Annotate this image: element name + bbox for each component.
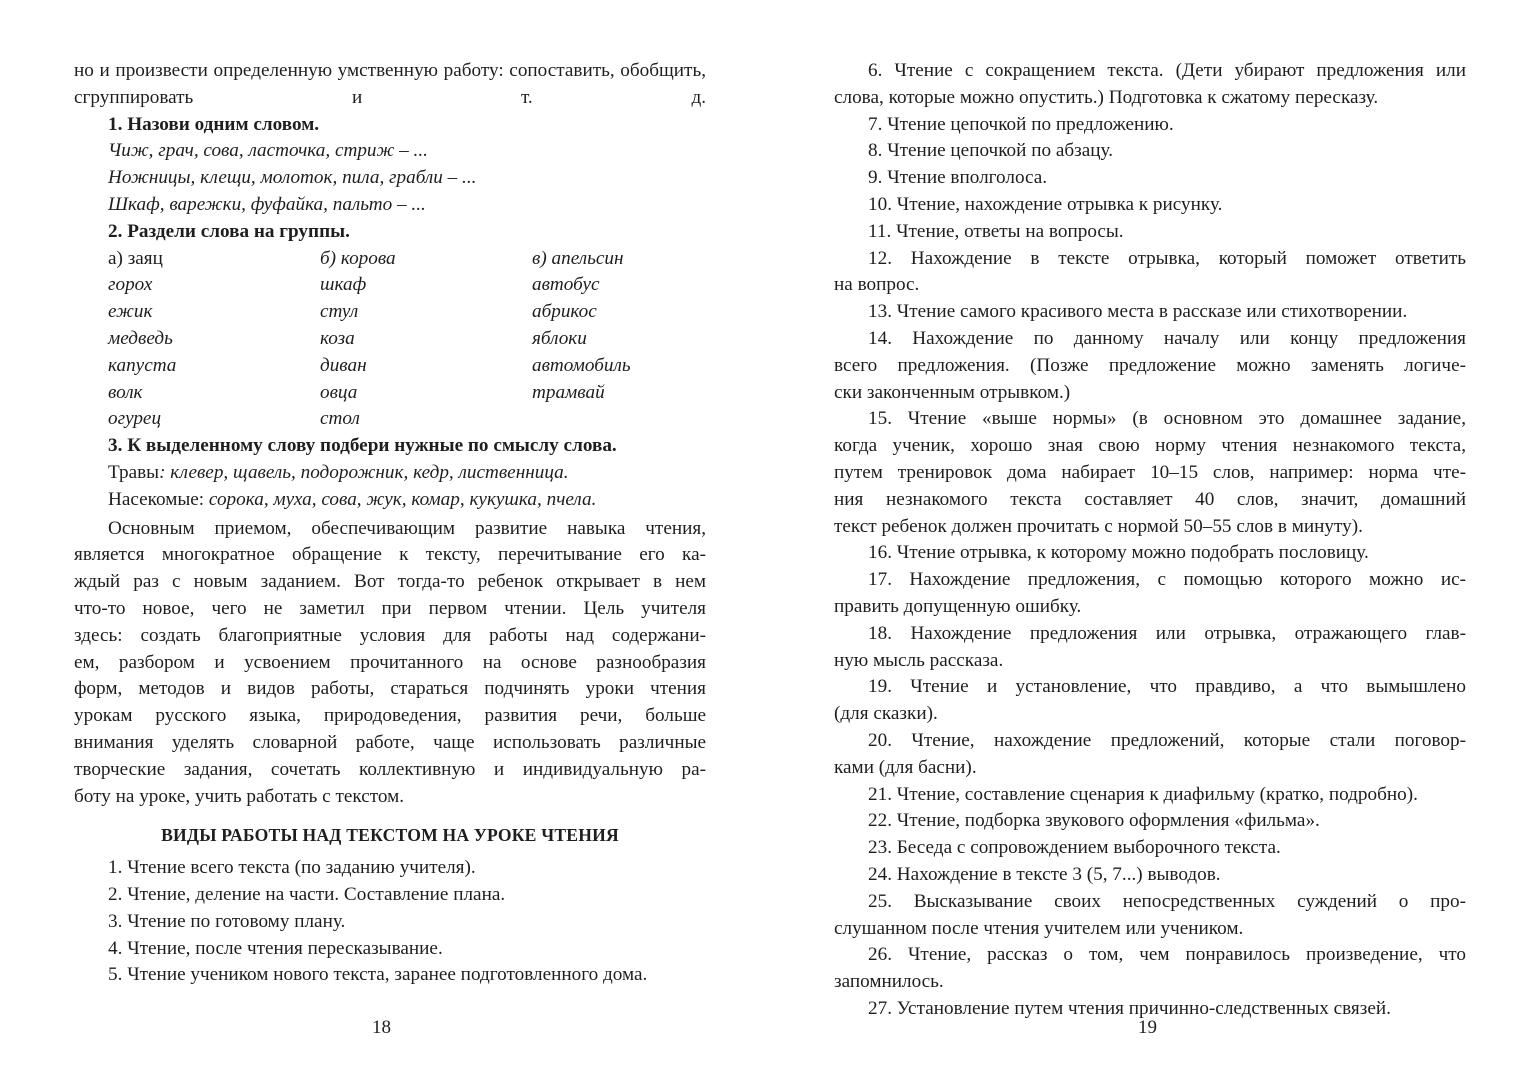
list-item — [834, 165, 1466, 192]
list-item-line: ками (для басни). — [834, 756, 977, 778]
list-item — [834, 835, 1466, 862]
group-cell: ежик — [108, 301, 153, 323]
list-item: 5. Чтение учеником нового текста, заранее подготовленного дома. — [108, 964, 648, 986]
task1-line: Чиж, грач, сова, ласточка, стриж – ... — [108, 140, 428, 162]
list-item-line: когда ученик, хорошо зная свою норму чтения незнакомого текста, — [834, 435, 1466, 457]
list-item — [834, 782, 1466, 809]
list-item-line: слушанном после чтения учителем или учеником. — [834, 917, 1244, 939]
list-item — [834, 58, 1466, 112]
list-item-line: на вопрос. — [834, 274, 920, 296]
list-item — [834, 406, 1466, 540]
list-item-line-first: 6. Чтение с сокращением текста. (Дети убирают предложения или — [868, 60, 1466, 81]
group-cell: капуста — [108, 354, 177, 376]
list-item — [834, 621, 1466, 675]
group-cell: б) корова — [320, 247, 396, 269]
group-cell — [532, 406, 732, 433]
group-cell: огурец — [108, 408, 162, 430]
list-item-line: ную мысль рассказа. — [834, 649, 1004, 671]
paragraph-line: внимания уделять словарной работе, чаще использовать различные — [74, 731, 706, 753]
task2-heading: 2. Раздели слова на группы. — [108, 220, 350, 242]
list-item-line: текст ребенок должен прочитать с нормой 50–55 слов в минуту). — [834, 515, 1363, 537]
group-cell: овца — [320, 381, 358, 403]
list-item-line-first: 14. Нахождение по данному началу или концу предложения — [868, 327, 1466, 349]
list-item-line-first: 10. Чтение, нахождение отрывка к рисунку. — [868, 193, 1223, 215]
intro-paragraph: но и произвести определенную умственную работу: сопоставить, обобщить, сгруппировать и т. д. — [74, 60, 706, 108]
group-cell: автобус — [532, 274, 600, 296]
list-item-line-first: 24. Нахождение в тексте 3 (5, 7...) выводов. — [868, 863, 1221, 885]
list-item-line-first: 16. Чтение отрывка, к которому можно подобрать пословицу. — [868, 542, 1369, 564]
list-item — [834, 674, 1466, 728]
list-item — [834, 942, 1466, 996]
paragraph-line: творческие задания, сочетать коллективную и индивидуальную ра- — [74, 758, 706, 780]
list-item-line-first: 15. Чтение «выше нормы» (в основном это домашнее задание, — [868, 408, 1466, 430]
group-cell: диван — [320, 354, 367, 376]
list-item-line-first: 26. Чтение, рассказ о том, чем понравилось произведение, что — [868, 944, 1466, 966]
list-item-line: путем тренировок дома набирает 10–15 слов, например: норма чте- — [834, 461, 1466, 483]
group-cell: волк — [108, 381, 143, 403]
task3-words: : клевер, щавель, подорожник, кедр, лиственница. — [159, 461, 569, 483]
group-cell: а) заяц — [108, 247, 163, 269]
group-cell: в) апельсин — [532, 247, 624, 269]
list-item — [834, 326, 1466, 406]
task3-words: сорока, муха, сова, жук, комар, кукушка, пчела. — [208, 488, 597, 510]
list-item — [834, 728, 1466, 782]
list-item-line: слова, которые можно опустить.) Подготовка к сжатому пересказу. — [834, 86, 1379, 108]
group-cell: трамвай — [532, 381, 605, 403]
list-item-line-first: 25. Высказывание своих непосредственных суждений о про- — [868, 890, 1466, 912]
list-item-line-first: 22. Чтение, подборка звукового оформления «фильма». — [868, 810, 1320, 832]
list-item — [834, 889, 1466, 943]
list-item-line: (для сказки). — [834, 703, 938, 725]
group-cell: горох — [108, 274, 153, 296]
task3-line-herbs — [74, 460, 706, 487]
task1-line: Шкаф, варежки, фуфайка, пальто – ... — [108, 193, 426, 215]
paragraph-line: боту на уроке, учить работать с текстом. — [74, 785, 405, 807]
paragraph-line: Основным приемом, обеспечивающим развитие навыка чтения, — [108, 517, 706, 539]
list-item — [834, 862, 1466, 889]
list-item-line: править допущенную ошибку. — [834, 595, 1082, 617]
list-item-line-first: 21. Чтение, составление сценария к диафильму (кратко, подробно). — [868, 783, 1418, 805]
list-item — [834, 299, 1466, 326]
list-item-line: запомнилось. — [834, 971, 944, 993]
word-groups-table — [74, 246, 706, 434]
group-cell: шкаф — [320, 274, 367, 296]
paragraph-line: здесь: создать благоприятные условия для работы над содержани- — [74, 624, 706, 646]
group-cell: абрикос — [532, 301, 597, 323]
group-cell: медведь — [108, 327, 173, 349]
paragraph-line: ем, разбором и усвоением прочитанного на основе разнообразия — [74, 651, 706, 673]
paragraph-line: что-то новое, чего не заметил при первом чтении. Цель учителя — [74, 597, 706, 619]
list-item-line: ния незнакомого текста составляет 40 слов, значит, домашний — [834, 488, 1466, 510]
group-cell: стул — [320, 301, 359, 323]
list-item — [834, 112, 1466, 139]
group-cell: яблоки — [532, 327, 587, 349]
list-item-line-first: 23. Беседа с сопровождением выборочного текста. — [868, 837, 1281, 859]
paragraph-line: урокам русского языка, природоведения, развития речи, больше — [74, 705, 706, 727]
list-item: 3. Чтение по готовому плану. — [108, 910, 346, 932]
page-number-right: 19 — [1138, 1017, 1157, 1038]
list-item-line-first: 11. Чтение, ответы на вопросы. — [868, 220, 1124, 242]
paragraph-line: ждый раз с новым заданием. Вот тогда-то ребенок открывает в нем — [74, 571, 706, 593]
list-item-line-first: 18. Нахождение предложения или отрывка, отражающего глав- — [868, 622, 1466, 644]
right-page — [834, 58, 1466, 1023]
list-item-line-first: 8. Чтение цепочкой по абзацу. — [868, 140, 1113, 162]
list-item-line-first: 9. Чтение вполголоса. — [868, 167, 1048, 189]
list-item — [834, 138, 1466, 165]
list-item-line-first: 17. Нахождение предложения, с помощью которого можно ис- — [868, 569, 1466, 591]
group-cell: автомобиль — [532, 354, 631, 376]
section-title: ВИДЫ РАБОТЫ НАД ТЕКСТОМ НА УРОКЕ ЧТЕНИЯ — [161, 825, 619, 846]
list-item — [834, 808, 1466, 835]
list-item: 1. Чтение всего текста (по заданию учителя). — [108, 857, 476, 879]
task3-heading: 3. К выделенному слову подбери нужные по смыслу слова. — [108, 435, 617, 457]
list-item-line: всего предложения. (Позже предложение можно заменять логиче- — [834, 354, 1466, 376]
left-page — [74, 58, 706, 989]
list-item: 4. Чтение, после чтения пересказывание. — [108, 937, 443, 959]
task1-heading: 1. Назови одним словом. — [108, 113, 320, 135]
list-item-line-first: 20. Чтение, нахождение предложений, которые стали поговор- — [868, 729, 1466, 751]
task3-line-insects — [74, 487, 706, 514]
list-item-line-first: 19. Чтение и установление, что правдиво, а что вымышлено — [868, 676, 1466, 698]
paragraph-line: является многократное обращение к тексту, перечитывание его ка- — [74, 544, 706, 566]
list-item — [834, 567, 1466, 621]
page-number-left: 18 — [372, 1017, 391, 1038]
list-item-line-first: 7. Чтение цепочкой по предложению. — [868, 113, 1174, 135]
paragraph-line: форм, методов и видов работы, стараться подчинять уроки чтения — [74, 678, 706, 700]
group-cell: стол — [320, 408, 360, 430]
list-item: 2. Чтение, деление на части. Составление плана. — [108, 883, 506, 905]
list-item — [834, 246, 1466, 300]
main-paragraph — [74, 516, 706, 811]
list-item — [834, 219, 1466, 246]
task1-line: Ножницы, клещи, молоток, пила, грабли – ... — [108, 167, 477, 189]
list-item — [834, 192, 1466, 219]
list-item-line-first: 12. Нахождение в тексте отрывка, который поможет ответить — [868, 247, 1466, 269]
list-item-line: ски законченным отрывком.) — [834, 381, 1071, 403]
group-cell: коза — [320, 327, 355, 349]
list-item-line-first: 27. Установление путем чтения причинно-следственных связей. — [868, 997, 1391, 1019]
list-item-line-first: 13. Чтение самого красивого места в рассказе или стихотворении. — [868, 301, 1408, 323]
list-item — [834, 540, 1466, 567]
task3-label: Насекомые: — [108, 488, 209, 510]
task3-label: Травы — [108, 461, 160, 483]
